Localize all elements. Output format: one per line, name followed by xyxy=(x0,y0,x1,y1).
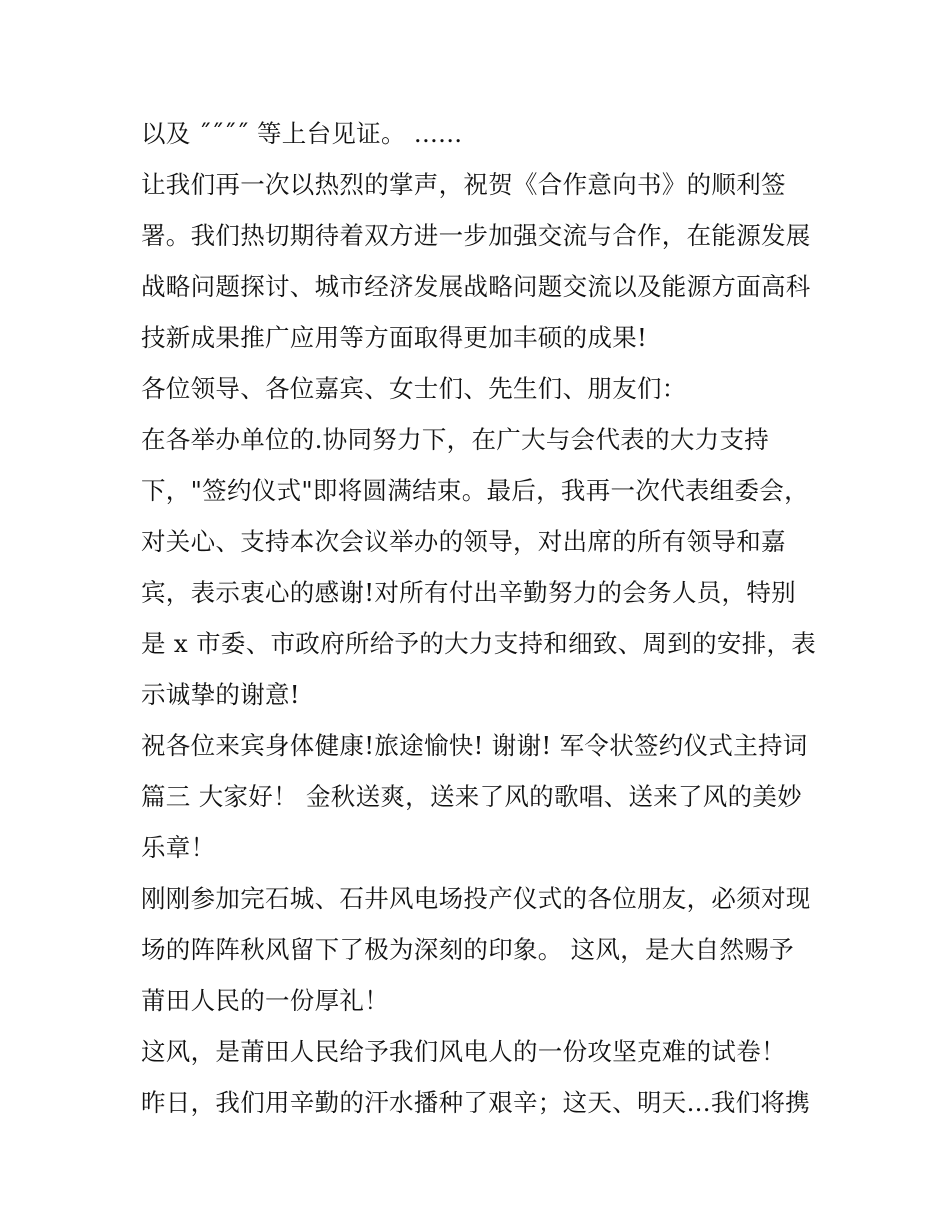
text-line: 祝各位来宾身体健康!旅途愉快! 谢谢! 军令状签约仪式主持词 xyxy=(141,731,808,760)
text-line: 场的阵阵秋风留下了极为深刻的印象。 这风，是大自然赐予 xyxy=(141,935,794,964)
text-line: 乐章！ xyxy=(141,833,216,862)
text-line: 各位领导、各位嘉宾、女士们、先生们、朋友们： xyxy=(141,374,687,403)
text-line: 刚刚参加完石城、石井风电场投产仪式的各位朋友，必须对现 xyxy=(141,884,811,913)
text-line: 昨日，我们用辛勤的汗水播种了艰辛；这天、明天...我们将携 xyxy=(141,1088,811,1117)
text-line: 以及 ˝˝˝˝ 等上台见证。 ...... xyxy=(141,119,463,148)
text-line: 篇三 大家好！ 金秋送爽，送来了风的歌唱、送来了风的美妙 xyxy=(141,782,802,811)
text-line: 示诚挚的谢意! xyxy=(141,680,300,709)
text-line: 战略问题探讨、城市经济发展战略问题交流以及能源方面高科 xyxy=(141,272,811,301)
text-line: 宾，表示衷心的感谢!对所有付出辛勤努力的会务人员，特别 xyxy=(141,578,796,607)
text-line: 莆田人民的一份厚礼！ xyxy=(141,986,389,1015)
text-line: 让我们再一次以热烈的掌声，祝贺《合作意向书》的顺利签 xyxy=(141,170,786,199)
text-line: 这风，是莆田人民给予我们风电人的一份攻坚克难的试卷！ xyxy=(141,1037,786,1066)
text-line: 技新成果推广应用等方面取得更加丰硕的成果! xyxy=(141,323,648,352)
text-line: 下，"签约仪式"即将圆满结束。最后，我再一次代表组委会， xyxy=(141,476,809,505)
text-line: 是 x 市委、市政府所给予的大力支持和细致、周到的安排，表 xyxy=(141,629,817,658)
document-body xyxy=(141,108,831,1128)
text-line: 在各举办单位的.协同努力下，在广大与会代表的大力支持 xyxy=(141,425,770,454)
text-line: 对关心、支持本次会议举办的领导，对出席的所有领导和嘉 xyxy=(141,527,786,556)
text-line: 署。我们热切期待着双方进一步加强交流与合作，在能源发展 xyxy=(141,221,811,250)
